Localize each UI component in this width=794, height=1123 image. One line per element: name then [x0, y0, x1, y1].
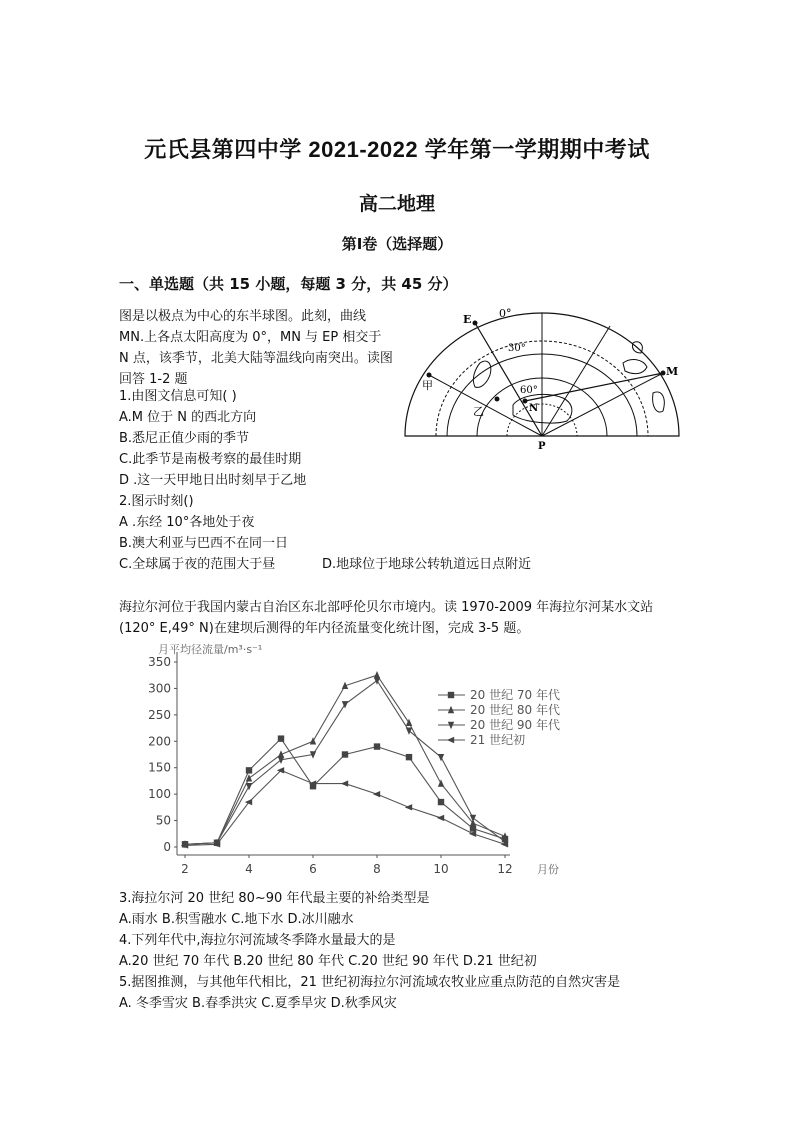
label-M: M	[666, 365, 679, 378]
meridian	[542, 326, 610, 436]
legend-label: 20 世纪 80 年代	[470, 703, 560, 717]
q1-option-b: B.悉尼正值少雨的季节	[119, 431, 250, 446]
legend-marker	[448, 692, 454, 698]
x-tick-label: 12	[497, 862, 513, 876]
data-point	[341, 780, 348, 786]
label-yi: 乙	[473, 405, 484, 418]
data-point	[278, 757, 284, 764]
series-line	[185, 675, 505, 844]
data-point	[406, 754, 412, 760]
q1-option-a: A.M 位于 N 的西北方向	[119, 410, 257, 425]
data-point	[342, 751, 348, 757]
point-N	[523, 399, 528, 404]
point-jia	[427, 373, 432, 378]
q5-options: A. 冬季雪灾 B.春季洪灾 C.夏季旱灾 D.秋季风灾	[119, 996, 397, 1011]
label-N: N	[529, 403, 539, 414]
data-point	[277, 767, 284, 773]
data-point	[278, 735, 284, 741]
hemisphere-map	[395, 303, 695, 453]
q4-stem: 4.下列年代中,海拉尔河流域冬季降水量最大的是	[119, 933, 396, 948]
x-axis-label: 月份	[537, 863, 559, 876]
y-tick-label: 250	[148, 707, 171, 722]
data-point	[438, 799, 444, 805]
y-tick-label: 50	[155, 813, 171, 828]
exam-title: 元氏县第四中学 2021-2022 学年第一学期期中考试	[144, 137, 650, 162]
q3-stem: 3.海拉尔河 20 世纪 80~90 年代最主要的补给类型是	[119, 891, 430, 906]
part-heading: 第Ⅰ卷（选择题）	[341, 235, 453, 253]
q5-stem: 5.据图推测，与其他年代相比，21 世纪初海拉尔河流域农牧业应重点防范的自然灾害是	[119, 975, 621, 990]
x-tick-label: 10	[433, 862, 449, 876]
meridian	[542, 373, 663, 436]
q2-option-c: C.全球属于夜的范围大于昼	[119, 557, 276, 572]
label-E: E	[463, 313, 472, 326]
meridian-EP	[475, 323, 542, 436]
x-tick-label: 2	[181, 862, 189, 876]
legend-marker	[447, 737, 454, 743]
label-P: P	[538, 441, 546, 452]
continent-shape	[623, 360, 647, 374]
q3-options: A.雨水 B.积雪融水 C.地下水 D.冰川融水	[119, 912, 354, 927]
point-E	[473, 321, 478, 326]
y-axis-label: 月平均径流量/m³·s⁻¹	[158, 643, 263, 656]
data-point	[437, 815, 444, 821]
q2-stem: 2.图示时刻()	[119, 494, 194, 509]
block2-intro-line1: 海拉尔河位于我国内蒙古自治区东北部呼伦贝尔市境内。读 1970-2009 年海拉尔河某水文站	[119, 600, 654, 615]
point-M	[661, 371, 666, 376]
label-30deg: 30°	[508, 343, 526, 354]
q4-options: A.20 世纪 70 年代 B.20 世纪 80 年代 C.20 世纪 90 年代 D.21 世纪初	[119, 954, 537, 969]
section-heading: 一、单选题（共 15 小题，每题 3 分，共 45 分）	[119, 275, 458, 293]
curve-MN	[525, 373, 663, 401]
legend-label: 21 世纪初	[470, 733, 526, 747]
q2-option-a: A .东经 10°各地处于夜	[119, 515, 255, 530]
block1-intro: 图是以极点为中心的东半球图。此刻，曲线 MN.上各点太阳高度为 0°，MN 与 EP 相交于 N 点，该季节，北美大陆等温线向南突出。读图回答 1-2 题	[119, 309, 393, 387]
subject-title: 高二地理	[358, 193, 435, 215]
data-point	[406, 728, 412, 735]
data-point	[373, 791, 380, 797]
legend-label: 20 世纪 90 年代	[470, 718, 560, 732]
x-tick-label: 6	[309, 862, 317, 876]
q1-option-d: D .这一天甲地日出时刻早于乙地	[119, 473, 307, 488]
data-point	[245, 799, 252, 805]
q2-option-b: B.澳大利亚与巴西不在同一日	[119, 536, 289, 551]
x-tick-label: 4	[245, 862, 253, 876]
x-tick-label: 8	[373, 862, 381, 876]
q2-option-d: D.地球位于地球公转轨道远日点附近	[322, 557, 532, 572]
y-tick-label: 350	[148, 655, 171, 669]
island-shape	[653, 392, 665, 412]
y-tick-label: 150	[148, 760, 171, 775]
data-point	[374, 743, 380, 749]
y-tick-label: 200	[148, 734, 171, 749]
y-tick-label: 0	[163, 840, 171, 854]
legend-label: 20 世纪 70 年代	[470, 688, 560, 702]
block2-intro-line2: (120° E,49° N)在建坝后测得的年内径流量变化统计图，完成 3-5 题。	[119, 621, 530, 636]
label-jia: 甲	[422, 379, 433, 392]
runoff-chart	[140, 640, 600, 880]
q1-stem: 1.由图文信息可知( )	[119, 389, 237, 404]
q1-option-c: C.此季节是南极考察的最佳时期	[119, 452, 302, 467]
data-point	[405, 804, 412, 810]
africa-shape	[473, 361, 490, 387]
label-0deg: 0°	[499, 307, 512, 320]
y-tick-label: 100	[148, 787, 171, 802]
label-60deg: 60°	[520, 385, 538, 396]
data-point	[246, 767, 252, 773]
point-yi	[495, 397, 500, 402]
y-tick-label: 300	[148, 681, 171, 696]
